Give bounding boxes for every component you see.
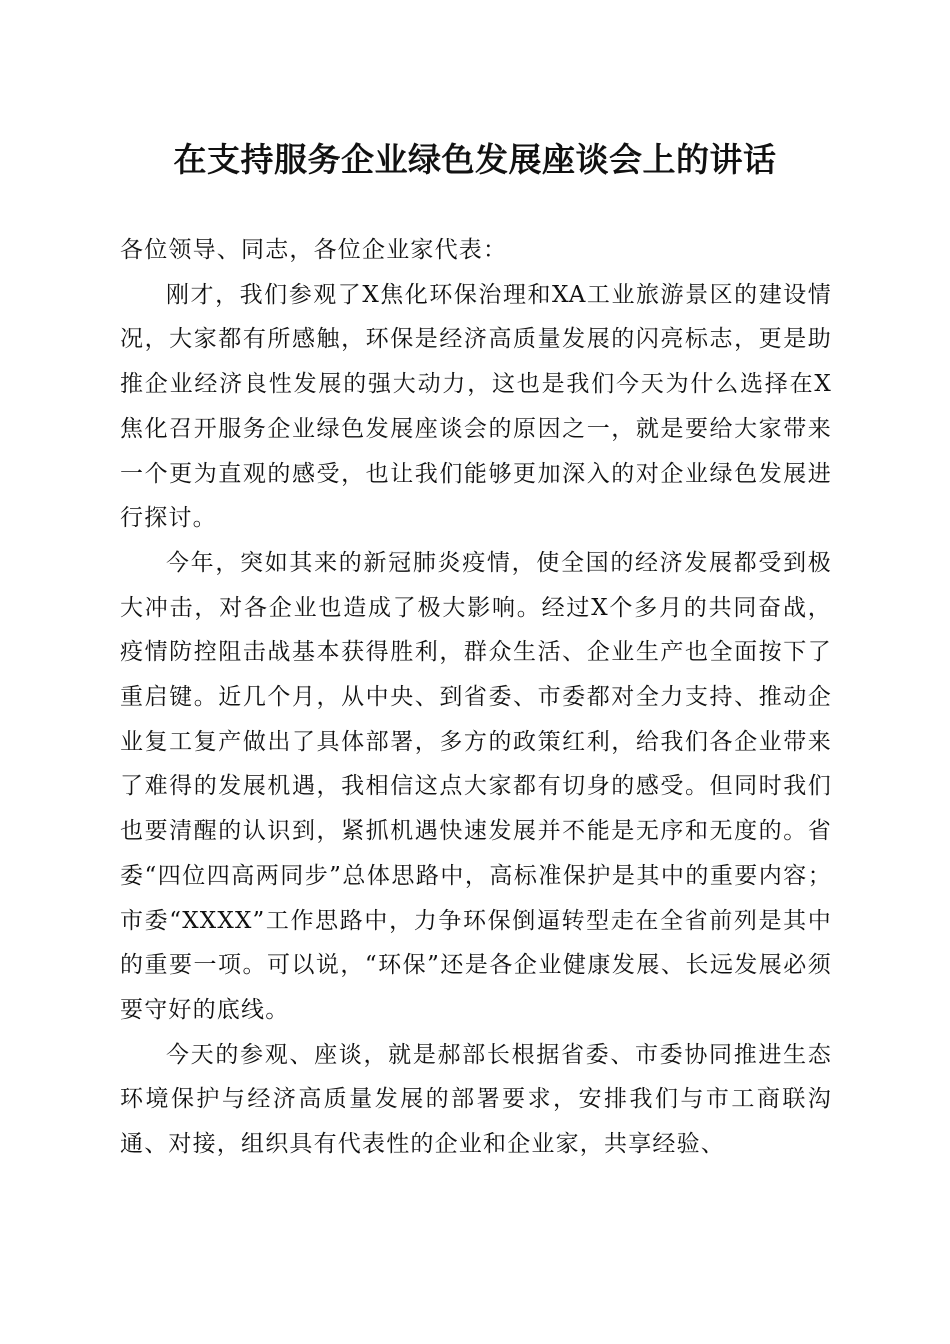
document-body [120, 228, 832, 1167]
document-title: 在支持服务企业绿色发展座谈会上的讲话 [173, 140, 777, 179]
salutation: 各位领导、同志，各位企业家代表： [120, 237, 508, 263]
paragraph-2: 今年，突如其来的新冠肺炎疫情，使全国的经济发展都受到极大冲击，对各企业也造成了极大影响。经过X个多月的共同奋战，疫情防控阻击战基本获得胜利，群众生活、企业生产也全面按下了重启键。近几个月，从中央、到省委、市委都对全力支持、推动企业复工复产做出了具体部署，多方的政策红利，给我们各企业带来了难得的发展机遇，我相信这点大家都有切身的感受。但同时我们也要清醒的认识到，紧抓机遇快速发展并不能是无序和无度的。省委“四位四高两同步”总体思路中，高标准保护是其中的重要内容；市委“XXXX”工作思路中，力争环保倒逼转型走在全省前列是其中的重要一项。可以说，“环保”还是各企业健康发展、长远发展必须要守好的底线。 [120, 549, 832, 1023]
paragraph-1: 刚才，我们参观了X焦化环保治理和XA工业旅游景区的建设情况，大家都有所感触，环保是经济高质量发展的闪亮标志，更是助推企业经济良性发展的强大动力，这也是我们今天为什么选择在X焦化召开服务企业绿色发展座谈会的原因之一，就是要给大家带来一个更为直观的感受，也让我们能够更加深入的对企业绿色发展进行探讨。 [120, 281, 832, 532]
paragraph-3: 今天的参观、座谈，就是郝部长根据省委、市委协同推进生态环境保护与经济高质量发展的部署要求，安排我们与市工商联沟通、对接，组织具有代表性的企业和企业家，共享经验、 [120, 1041, 832, 1158]
